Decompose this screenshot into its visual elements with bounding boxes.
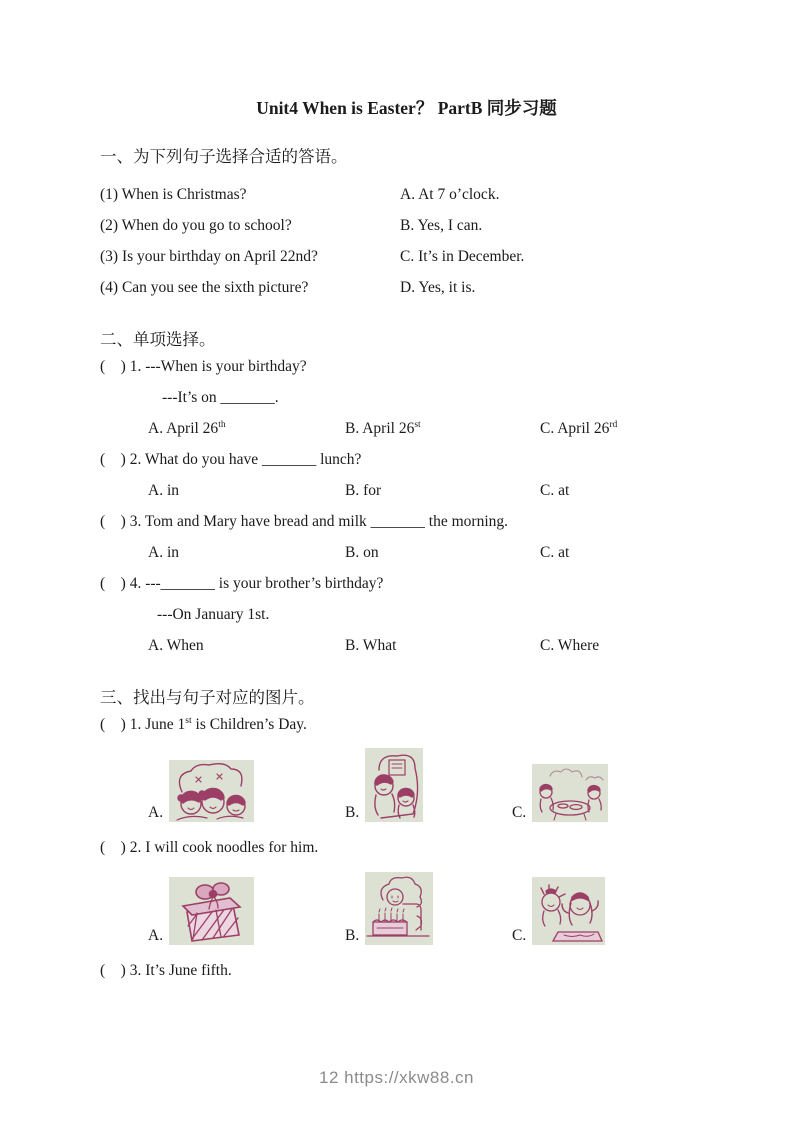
option-b: B. on	[345, 544, 379, 561]
match-answer: A. At 7 o’clock.	[400, 186, 500, 203]
two-kids-reading-image	[365, 748, 423, 822]
match-row	[100, 272, 713, 303]
kids-noodle-tray-image	[532, 877, 605, 945]
option-a: A. April 26th	[148, 418, 226, 437]
family-meal-image	[532, 764, 608, 822]
match-answer: B. Yes, I can.	[400, 217, 483, 234]
picture-option-a	[148, 760, 254, 822]
picture-option-b	[345, 748, 423, 822]
match-row	[100, 210, 713, 241]
picture-label: B.	[345, 927, 360, 944]
picture-option-c	[512, 764, 608, 822]
match-row	[100, 179, 713, 210]
section1-heading: 一、为下列句子选择合适的答语。	[100, 147, 348, 166]
three-children-banner-image	[169, 760, 254, 822]
picture-label: C.	[512, 804, 527, 821]
picture-option-c	[512, 877, 605, 945]
mc-question-2-options	[100, 475, 713, 506]
option-a: A. in	[148, 544, 179, 561]
picture-row-1	[100, 744, 713, 824]
option-b: B. What	[345, 637, 397, 654]
picture-question-3: ( ) 3. It’s June fifth.	[100, 962, 232, 979]
section1-pairs	[100, 179, 713, 303]
match-question: (4) Can you see the sixth picture?	[100, 279, 309, 296]
option-c: C. at	[540, 482, 570, 499]
page-footer: 12 https://xkw88.cn	[318, 1068, 475, 1087]
match-row	[100, 241, 713, 272]
picture-label: B.	[345, 804, 360, 821]
picture-label: A.	[148, 804, 164, 821]
match-question: (2) When do you go to school?	[100, 217, 292, 234]
picture-row-2	[100, 867, 713, 947]
match-answer: D. Yes, it is.	[400, 279, 476, 296]
picture-option-a	[148, 877, 254, 945]
match-answer: C. It’s in December.	[400, 248, 525, 265]
option-c: C. at	[540, 544, 570, 561]
option-a: A. in	[148, 482, 179, 499]
match-question: (1) When is Christmas?	[100, 186, 247, 203]
picture-option-b	[345, 872, 433, 945]
mc-question-3: ( ) 3. Tom and Mary have bread and milk _______ the morning.	[100, 513, 509, 530]
mc-question-2: ( ) 2. What do you have _______ lunch?	[100, 451, 362, 468]
option-b: B. for	[345, 482, 382, 499]
mc-question-4-reply: ---On January 1st.	[157, 606, 270, 623]
option-c: C. April 26rd	[540, 418, 618, 437]
page-title: Unit4 When is Easter？ PartB 同步习题	[256, 98, 557, 118]
picture-label: A.	[148, 927, 164, 944]
mc-question-1-options	[100, 413, 713, 444]
mc-question-1: ( ) 1. ---When is your birthday?	[100, 358, 307, 375]
option-b: B. April 26st	[345, 418, 421, 437]
option-a: A. When	[148, 637, 204, 654]
picture-question-2: ( ) 2. I will cook noodles for him.	[100, 839, 319, 856]
mc-question-1-reply: ---It’s on _______.	[162, 389, 279, 406]
section3-heading: 三、找出与句子对应的图片。	[100, 688, 315, 707]
mc-question-4: ( ) 4. ---_______ is your brother’s birthday?	[100, 575, 384, 592]
section2-heading: 二、单项选择。	[100, 330, 216, 349]
picture-label: C.	[512, 927, 527, 944]
mc-question-4-options	[100, 630, 713, 661]
gift-box-image	[169, 877, 254, 945]
match-question: (3) Is your birthday on April 22nd?	[100, 248, 318, 265]
birthday-cake-image	[365, 872, 433, 945]
mc-question-3-options	[100, 537, 713, 568]
picture-question-1: ( ) 1. June 1st is Children’s Day.	[100, 714, 307, 733]
option-c: C. Where	[540, 637, 600, 654]
